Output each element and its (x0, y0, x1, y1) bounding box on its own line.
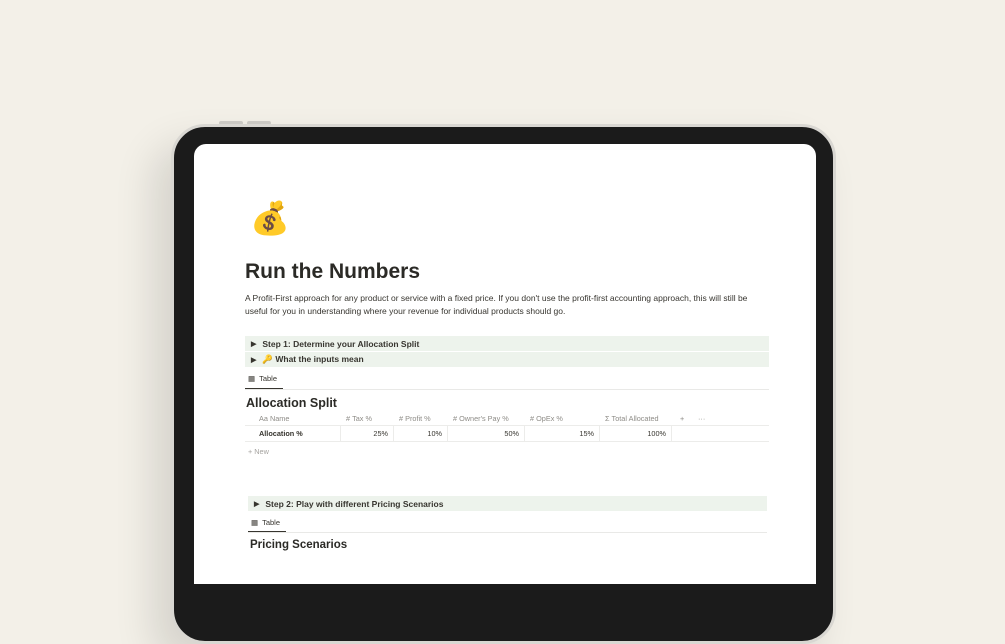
add-column-button[interactable]: + (680, 414, 685, 423)
column-total-allocated[interactable]: Σ Total Allocated (605, 414, 659, 423)
table-row[interactable] (245, 426, 769, 442)
new-row-button[interactable]: + New (248, 447, 269, 456)
divider (245, 389, 769, 390)
money-bag-icon[interactable]: 💰 (250, 200, 290, 236)
toggle-step-1[interactable] (245, 336, 769, 351)
toggle-step-2[interactable] (248, 496, 767, 511)
triangle-right-icon: ▶ (254, 500, 260, 508)
table-icon: ▦ (248, 374, 256, 383)
column-name[interactable]: Aa Name (259, 414, 290, 423)
cell-name[interactable]: Allocation % (245, 426, 341, 441)
cell-profit[interactable]: 10% (394, 426, 448, 441)
toggle-inputs-meaning[interactable] (245, 352, 769, 367)
key-icon: 🔑 (262, 354, 273, 364)
page-description: A Profit-First approach for any product or service with a fixed price. If you don't use the profit-first accounting approach, this will still be useful for you in understanding where your revenue for individual products should go. (245, 293, 748, 316)
allocation-table (245, 412, 769, 461)
more-options-button[interactable]: ··· (698, 414, 706, 423)
toggle-label: Step 1: Determine your Allocation Split (262, 338, 420, 349)
divider (248, 532, 767, 533)
column-profit[interactable]: # Profit % (399, 414, 431, 423)
column-tax[interactable]: # Tax % (346, 414, 372, 423)
triangle-right-icon: ▶ (251, 356, 257, 364)
notion-page (194, 144, 816, 584)
triangle-right-icon: ▶ (251, 340, 257, 348)
pricing-title: Pricing Scenarios (250, 539, 348, 551)
toggle-label: What the inputs mean (275, 354, 364, 364)
column-opex[interactable]: # OpEx % (530, 414, 563, 423)
cell-owners-pay[interactable]: 50% (448, 426, 525, 441)
cell-total: 100% (600, 426, 672, 441)
tab-table[interactable] (248, 374, 277, 383)
table-icon: ▦ (251, 518, 259, 527)
tab-label: Table (262, 518, 281, 527)
cell-opex[interactable]: 15% (525, 426, 600, 441)
tab-label: Table (259, 374, 278, 383)
page-title: Run the Numbers (245, 260, 421, 283)
table-header (245, 412, 769, 426)
tab-table[interactable] (251, 518, 280, 527)
column-owners-pay[interactable]: # Owner's Pay % (453, 414, 509, 423)
cell-tax[interactable]: 25% (341, 426, 394, 441)
allocation-title: Allocation Split (246, 396, 337, 410)
toggle-label: Step 2: Play with different Pricing Scenarios (265, 498, 444, 509)
